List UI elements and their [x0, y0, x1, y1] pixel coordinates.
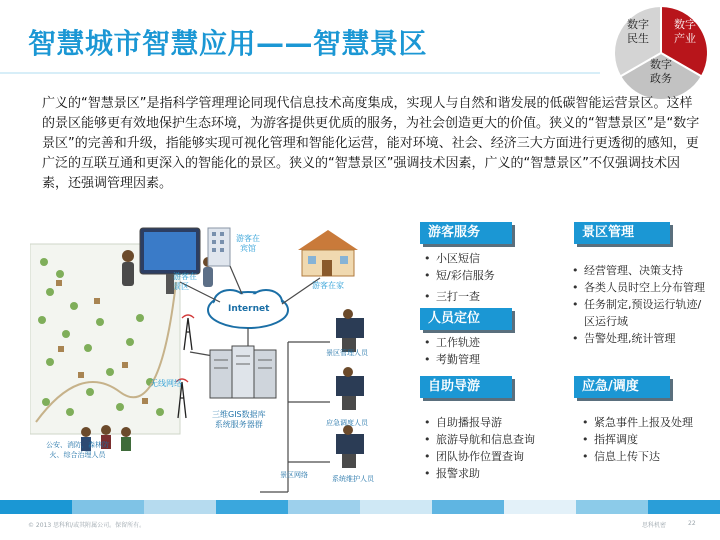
footer-bar-segment — [288, 500, 360, 514]
workstation-manager — [336, 309, 364, 352]
pie-label-minsheng: 数字 民生 — [627, 18, 649, 45]
footer-bar-segment — [72, 500, 144, 514]
label-wireless: 无线网络 — [150, 379, 182, 388]
label-area-network: 景区网络 — [280, 471, 308, 479]
footer-confidential: 思科机密 — [642, 522, 667, 529]
label-maintenance-staff: 系统维护人员 — [332, 475, 374, 483]
list-item: • 团队协作位置查询 — [424, 448, 564, 465]
list-item: • 报警求助 — [424, 465, 564, 482]
home-house — [298, 230, 358, 276]
section-emergency-list — [582, 414, 712, 465]
footer-bar-segment — [144, 500, 216, 514]
label-tourist-hotel: 游客在 宾馆 — [236, 234, 260, 253]
label-public-staff: 公安、消防、森林防 火、综合治理人员 — [46, 441, 109, 459]
section-self-guide-list — [424, 414, 564, 482]
network-diagram — [30, 222, 402, 514]
intro-paragraph: 广义的“智慧景区”是指科学管理理论同现代信息技术高度集成，实现人与自然和谐发展的低碳智能运营景区。这样的景区能够更有效地保护生态环境，为游客提供更优质的服务，为社会创造更大的价值。狭义的“智慧景区”是“数字景区”的完善和升级，指能够实现可视化管理和智能化运营，能对环境、社会、经济三大方面进行更透彻的感知，更广泛的互联互通和更深入的智能化的景区。狭义的“智慧景区”强调技术因素，广义的“智慧景区”不仅强调技术因素，还强调管理因素。 — [42, 96, 700, 191]
gis-servers — [210, 346, 276, 398]
footer-bar-segment — [432, 500, 504, 514]
section-tourist-service-header: 游客服务 — [420, 222, 512, 244]
list-item: • 工作轨迹 — [424, 334, 554, 351]
digital-pie-chart — [612, 4, 710, 102]
section-area-management-header: 景区管理 — [574, 222, 670, 244]
list-item: • 短/彩信服务 — [424, 267, 554, 284]
section-self-guide-header: 自助导游 — [420, 376, 512, 398]
label-internet: Internet — [228, 304, 270, 314]
workstation-emergency — [336, 367, 364, 410]
label-tourist-home: 游客在家 — [312, 281, 344, 290]
footer-bar-segment — [576, 500, 648, 514]
list-item: • 经营管理、决策支持 — [572, 262, 708, 279]
page-number: 22 — [688, 520, 696, 527]
list-item: • 小区短信 — [424, 250, 554, 267]
list-item: • 各类人员时空上分布管理 — [572, 279, 708, 296]
label-gis-server: 三维GIS数据库 系统服务器群 — [212, 410, 266, 429]
section-personnel-location-header: 人员定位 — [420, 308, 512, 330]
list-item: • 信息上传下达 — [582, 448, 712, 465]
footer-bar-segment — [216, 500, 288, 514]
workstation-maintenance — [336, 425, 364, 468]
footer-copyright: © 2013 思科和/或其附属公司。保留所有。 — [28, 522, 146, 529]
footer-bar-segment — [0, 500, 72, 514]
title-rule — [0, 72, 600, 74]
list-item: • 指挥调度 — [582, 431, 712, 448]
list-item: • 三打一查 — [424, 288, 554, 305]
list-item: • 任务制定,预设运行轨迹/区运行域 — [572, 296, 708, 330]
section-emergency-header: 应急/调度 — [574, 376, 670, 398]
footer-color-bar — [0, 500, 720, 514]
section-area-management-list — [572, 262, 708, 347]
footer-bar-segment — [648, 500, 720, 514]
list-item: • 考勤管理 — [424, 351, 554, 368]
diagram-svg — [30, 222, 402, 514]
pie-label-chanye: 数字 产业 — [674, 18, 696, 45]
page-title: 智慧城市智慧应用——智慧景区 — [28, 27, 428, 60]
section-tourist-service-list — [424, 250, 554, 305]
footer-bar-segment — [360, 500, 432, 514]
label-emergency-staff: 应急调度人员 — [326, 419, 368, 427]
list-item: • 告警处理,统计管理 — [572, 330, 708, 347]
footer-bar-segment — [504, 500, 576, 514]
list-item: • 自助播报导游 — [424, 414, 564, 431]
pie-label-zhengwu: 数字 政务 — [650, 58, 672, 85]
label-tourist-area: 游客在 景区 — [173, 272, 197, 291]
section-personnel-location-list — [424, 334, 554, 368]
label-area-manager: 景区管理人员 — [326, 349, 368, 357]
hotel-building — [208, 228, 230, 266]
list-item: • 紧急事件上报及处理 — [582, 414, 712, 431]
list-item: • 旅游导航和信息查询 — [424, 431, 564, 448]
